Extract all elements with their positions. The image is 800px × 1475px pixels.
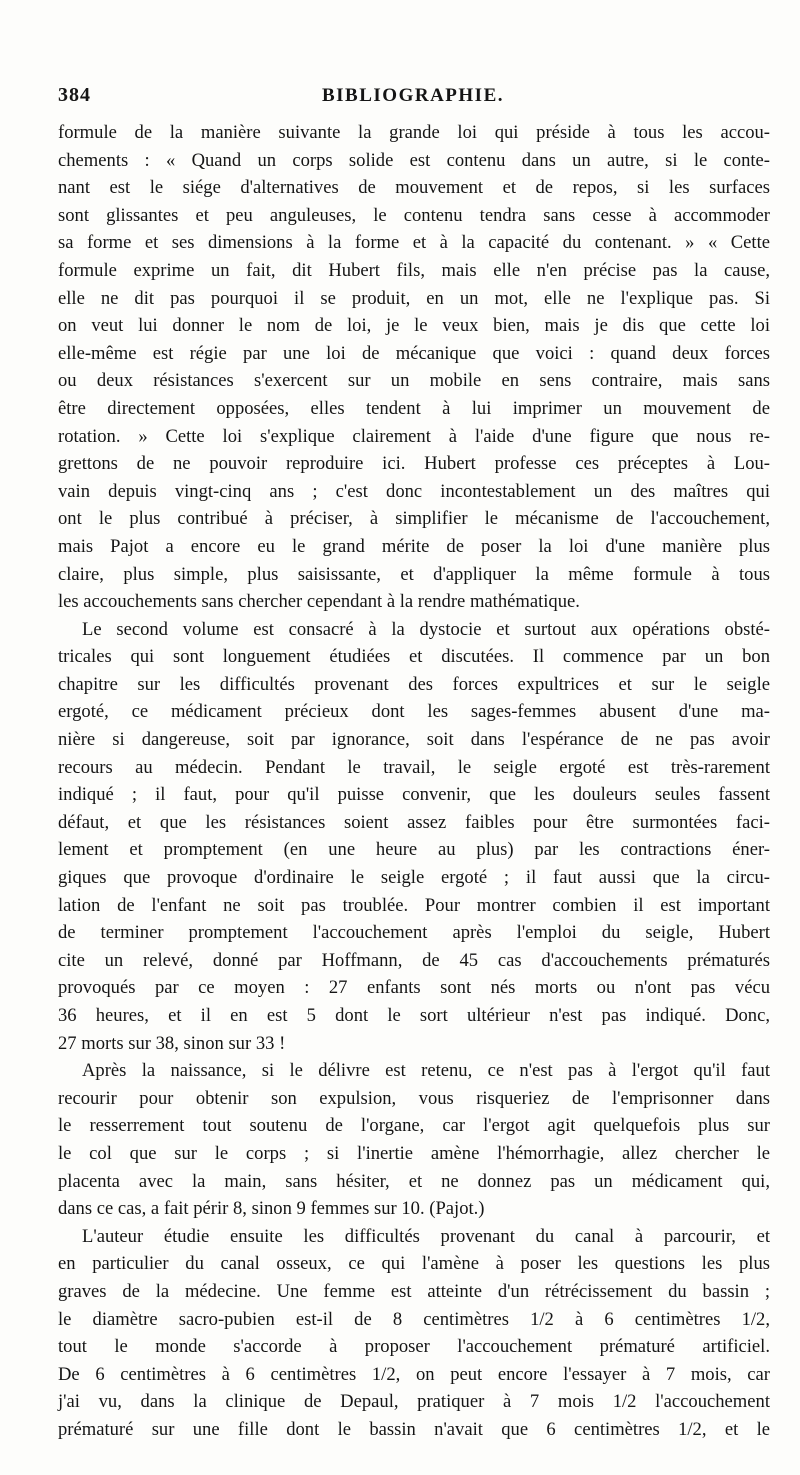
text-line: placenta avec la main, sans hésiter, et ne donnez pas un médicament qui, <box>58 1170 770 1192</box>
paragraph-1 <box>58 119 770 616</box>
text-line: tout le monde s'accorde à proposer l'accouchement prématuré artificiel. <box>58 1336 770 1358</box>
text-line: provoqués par ce moyen : 27 enfants sont nés morts ou n'ont pas vécu <box>58 977 770 999</box>
text-line: tricales qui sont longuement étudiées et discutées. Il commence par un bon <box>58 646 770 668</box>
text-line: les accouchements sans chercher cependant à la rendre mathématique. <box>58 591 580 613</box>
text-line: sa forme et ses dimensions à la forme et à la capacité du contenant. » « Cette <box>58 232 770 254</box>
text-line: 36 heures, et il en est 5 dont le sort ultérieur n'est pas indiqué. Donc, <box>58 1005 770 1026</box>
text-line: défaut, et que les résistances soient assez faibles pour être surmontées faci- <box>58 811 770 833</box>
page-header <box>58 84 768 112</box>
text-line: elle ne dit pas pourquoi il se produit, en un mot, elle ne l'explique pas. Si <box>58 287 770 309</box>
body-text <box>58 119 770 1444</box>
text-line: recours au médecin. Pendant le travail, le seigle ergoté est très-rarement <box>58 756 770 778</box>
text-line: de terminer promptement l'accouchement après l'emploi du seigle, Hubert <box>58 922 770 944</box>
paragraph-2 <box>58 616 770 1058</box>
text-line: ont le plus contribué à préciser, à simplifier le mécanisme de l'accouchement, <box>58 508 770 530</box>
paragraph-3 <box>58 1057 770 1223</box>
text-line: indiqué ; il faut, pour qu'il puisse convenir, que les douleurs seules fassent <box>58 784 770 806</box>
text-line: formule exprime un fait, dit Hubert fils, mais elle n'en précise pas la cause, <box>58 259 770 281</box>
text-line: prématuré sur une fille dont le bassin n'avait que 6 centimètres 1/2, et le <box>58 1418 770 1440</box>
text-line: j'ai vu, dans la clinique de Depaul, pratiquer à 7 mois 1/2 l'accouchement <box>58 1391 770 1413</box>
text-line: le diamètre sacro-pubien est-il de 8 centimètres 1/2 à 6 centimètres 1/2, <box>58 1308 770 1330</box>
text-line: formule de la manière suivante la grande loi qui préside à tous les accou- <box>58 122 770 143</box>
text-line: graves de la médecine. Une femme est atteinte d'un rétrécissement du bassin ; <box>58 1280 770 1302</box>
text-line: Après la naissance, si le délivre est retenu, ce n'est pas à l'ergot qu'il faut <box>82 1060 770 1082</box>
text-line: dans ce cas, a fait périr 8, sinon 9 femmes sur 10. (Pajot.) <box>58 1198 485 1220</box>
text-line: chements : « Quand un corps solide est contenu dans un autre, si le conte- <box>58 149 770 171</box>
text-line: ergoté, ce médicament précieux dont les sages-femmes abusent d'une ma- <box>58 701 770 723</box>
text-line: mais Pajot a encore eu le grand mérite de poser la loi d'une manière plus <box>58 535 770 557</box>
text-line: recourir pour obtenir son expulsion, vous risqueriez de l'emprisonner dans <box>58 1087 770 1109</box>
text-line: cite un relevé, donné par Hoffmann, de 45 cas d'accouchements prématurés <box>58 949 770 971</box>
text-line: De 6 centimètres à 6 centimètres 1/2, on peut encore l'essayer à 7 mois, car <box>58 1363 770 1385</box>
paragraph-4 <box>58 1223 770 1444</box>
text-line: sont glissantes et peu anguleuses, le contenu tendra sans cesse à accommoder <box>58 204 770 226</box>
text-line: grettons de ne pouvoir reproduire ici. Hubert professe ces préceptes à Lou- <box>58 453 770 475</box>
text-line: être directement opposées, elles tendent à lui imprimer un mouvement de <box>58 397 770 419</box>
text-line: le resserrement tout soutenu de l'organe, car l'ergot agit quelquefois plus sur <box>58 1115 770 1137</box>
text-line: nant est le siége d'alternatives de mouvement et de repos, si les surfaces <box>58 177 770 199</box>
page-number: 384 <box>58 84 91 106</box>
text-line: giques que provoque d'ordinaire le seigle ergoté ; il faut aussi que la circu- <box>58 867 770 889</box>
text-line: lation de l'enfant ne soit pas troublée. Pour montrer combien il est important <box>58 894 770 916</box>
text-line: nière si dangereuse, soit par ignorance, soit dans l'espérance de ne pas avoir <box>58 729 770 751</box>
text-line: lement et promptement (en une heure au plus) par les contractions éner- <box>58 839 770 861</box>
text-line: le col que sur le corps ; si l'inertie amène l'hémorrhagie, allez chercher le <box>58 1142 770 1164</box>
text-line: chapitre sur les difficultés provenant des forces expultrices et sur le seigle <box>58 673 770 695</box>
text-line: elle-même est régie par une loi de mécanique que voici : quand deux forces <box>58 342 770 364</box>
text-line: rotation. » Cette loi s'explique clairement à l'aide d'une figure que nous re- <box>58 425 770 447</box>
running-title: BIBLIOGRAPHIE. <box>321 85 504 106</box>
text-line: claire, plus simple, plus saisissante, et d'appliquer la même formule à tous <box>58 563 770 585</box>
text-line: L'auteur étudie ensuite les difficultés provenant du canal à parcourir, et <box>82 1225 770 1247</box>
text-line: Le second volume est consacré à la dystocie et surtout aux opérations obsté- <box>82 618 770 640</box>
text-line: 27 morts sur 38, sinon sur 33 ! <box>58 1032 286 1054</box>
text-line: en particulier du canal osseux, ce qui l'amène à poser les questions les plus <box>58 1253 770 1275</box>
text-line: on veut lui donner le nom de loi, je le veux bien, mais je dis que cette loi <box>58 315 770 337</box>
text-line: ou deux résistances s'exercent sur un mobile en sens contraire, mais sans <box>58 370 770 392</box>
text-line: vain depuis vingt-cinq ans ; c'est donc incontestablement un des maîtres qui <box>58 480 770 502</box>
